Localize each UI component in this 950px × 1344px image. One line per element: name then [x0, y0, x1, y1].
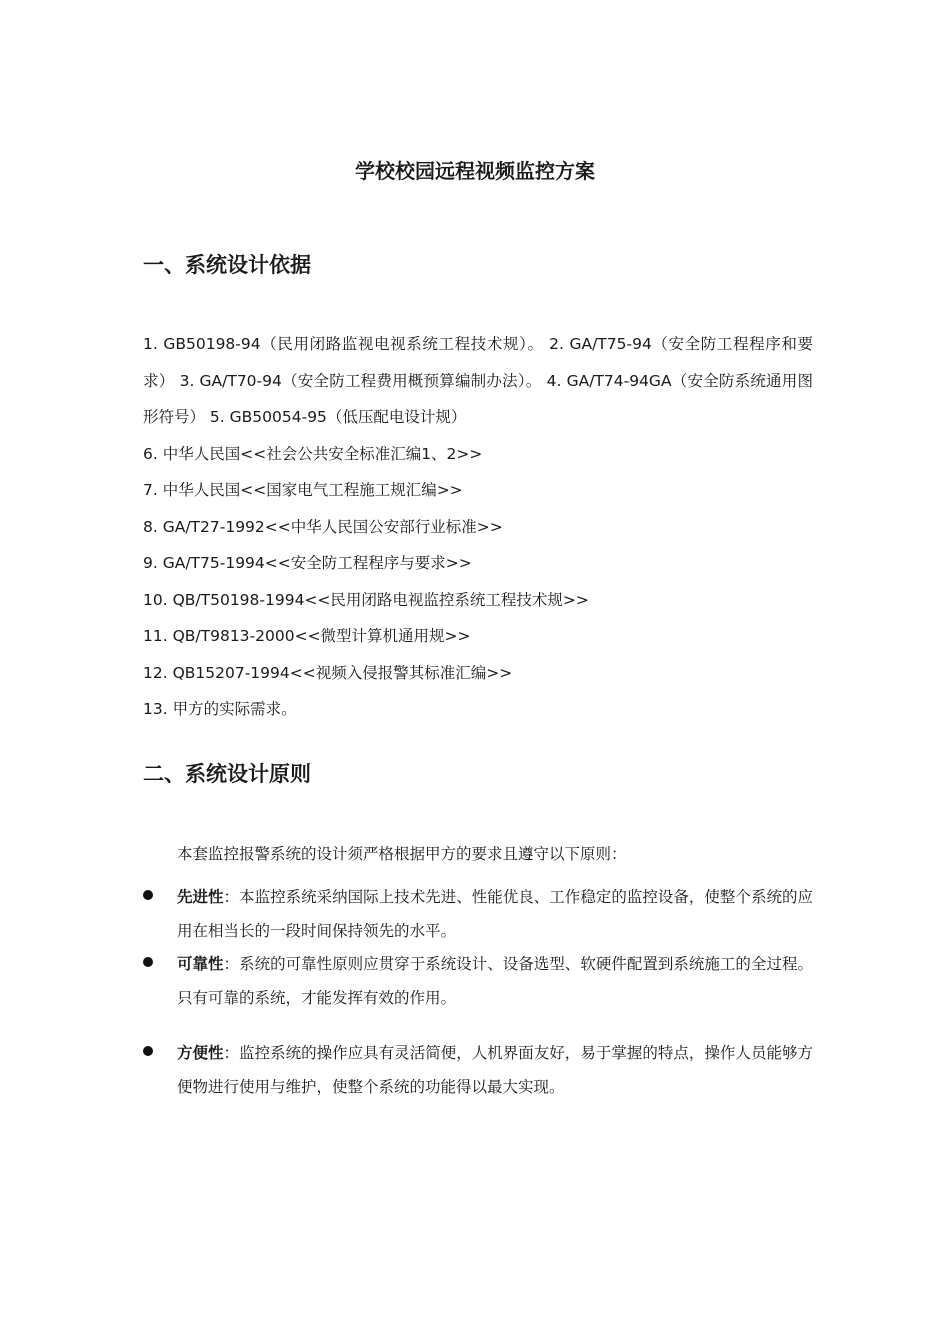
principle-item-reliability: [143, 947, 813, 1015]
reference-item: 11. QB/T9813-2000<<微型计算机通用规>>: [143, 627, 471, 645]
reference-paragraph: 1. GB50198-94（民用闭路监视电视系统工程技术规）。 2. GA/T75-94（安全防工程程序和要求） 3. GA/T70-94（安全防工程费用概预算编制办法）。 4. GA/T74-94GA（安全防系统通用图形符号） 5. GB50054-95（低压配电设计规）: [143, 335, 813, 426]
principle-term: 先进性: [177, 888, 224, 906]
principle-term: 可靠性: [177, 955, 224, 973]
reference-item: 10. QB/T50198-1994<<民用闭路电视监控系统工程技术规>>: [143, 590, 589, 609]
principles-intro: 本套监控报警系统的设计须严格根据甲方的要求且遵守以下原则：: [177, 845, 627, 863]
bullet-dot-icon: [143, 957, 153, 967]
principle-body: [177, 880, 813, 948]
reference-item: 6. 中华人民国<<社会公共安全标准汇编1、2>>: [143, 444, 483, 463]
principle-term: 方便性: [177, 1044, 224, 1062]
reference-item: 13. 甲方的实际需求。: [143, 700, 297, 718]
reference-item: 7. 中华人民国<<国家电气工程施工规汇编>>: [143, 481, 463, 499]
reference-list: [143, 326, 813, 728]
principle-text: ：监控系统的操作应具有灵活简便，人机界面友好，易于掌握的特点，操作人员能够方便物进行使用与维护，使整个系统的功能得以最大实现。: [177, 1044, 813, 1096]
principle-text: ：系统的可靠性原则应贯穿于系统设计、设备选型、软硬件配置到系统施工的全过程。只有可靠的系统，才能发挥有效的作用。: [177, 955, 813, 1007]
reference-item: 12. QB15207-1994<<视频入侵报警其标准汇编>>: [143, 663, 513, 682]
document-title: 学校校园远程视频监控方案: [355, 159, 595, 183]
reference-item: 9. GA/T75-1994<<安全防工程程序与要求>>: [143, 554, 472, 572]
principle-body: [177, 947, 813, 1015]
reference-item: 8. GA/T27-1992<<中华人民国公安部行业标准>>: [143, 517, 503, 536]
principle-item-convenience: [143, 1036, 813, 1104]
section-heading-basis: 一、系统设计依据: [143, 253, 311, 277]
principle-item-advanced: [143, 880, 813, 948]
principle-body: [177, 1036, 813, 1104]
section-heading-principles: 二、系统设计原则: [143, 762, 311, 786]
principle-text: ：本监控系统采纳国际上技术先进、性能优良、工作稳定的监控设备，使整个系统的应用在相当长的一段时间保持领先的水平。: [177, 888, 813, 940]
bullet-dot-icon: [143, 890, 153, 900]
bullet-dot-icon: [143, 1046, 153, 1056]
